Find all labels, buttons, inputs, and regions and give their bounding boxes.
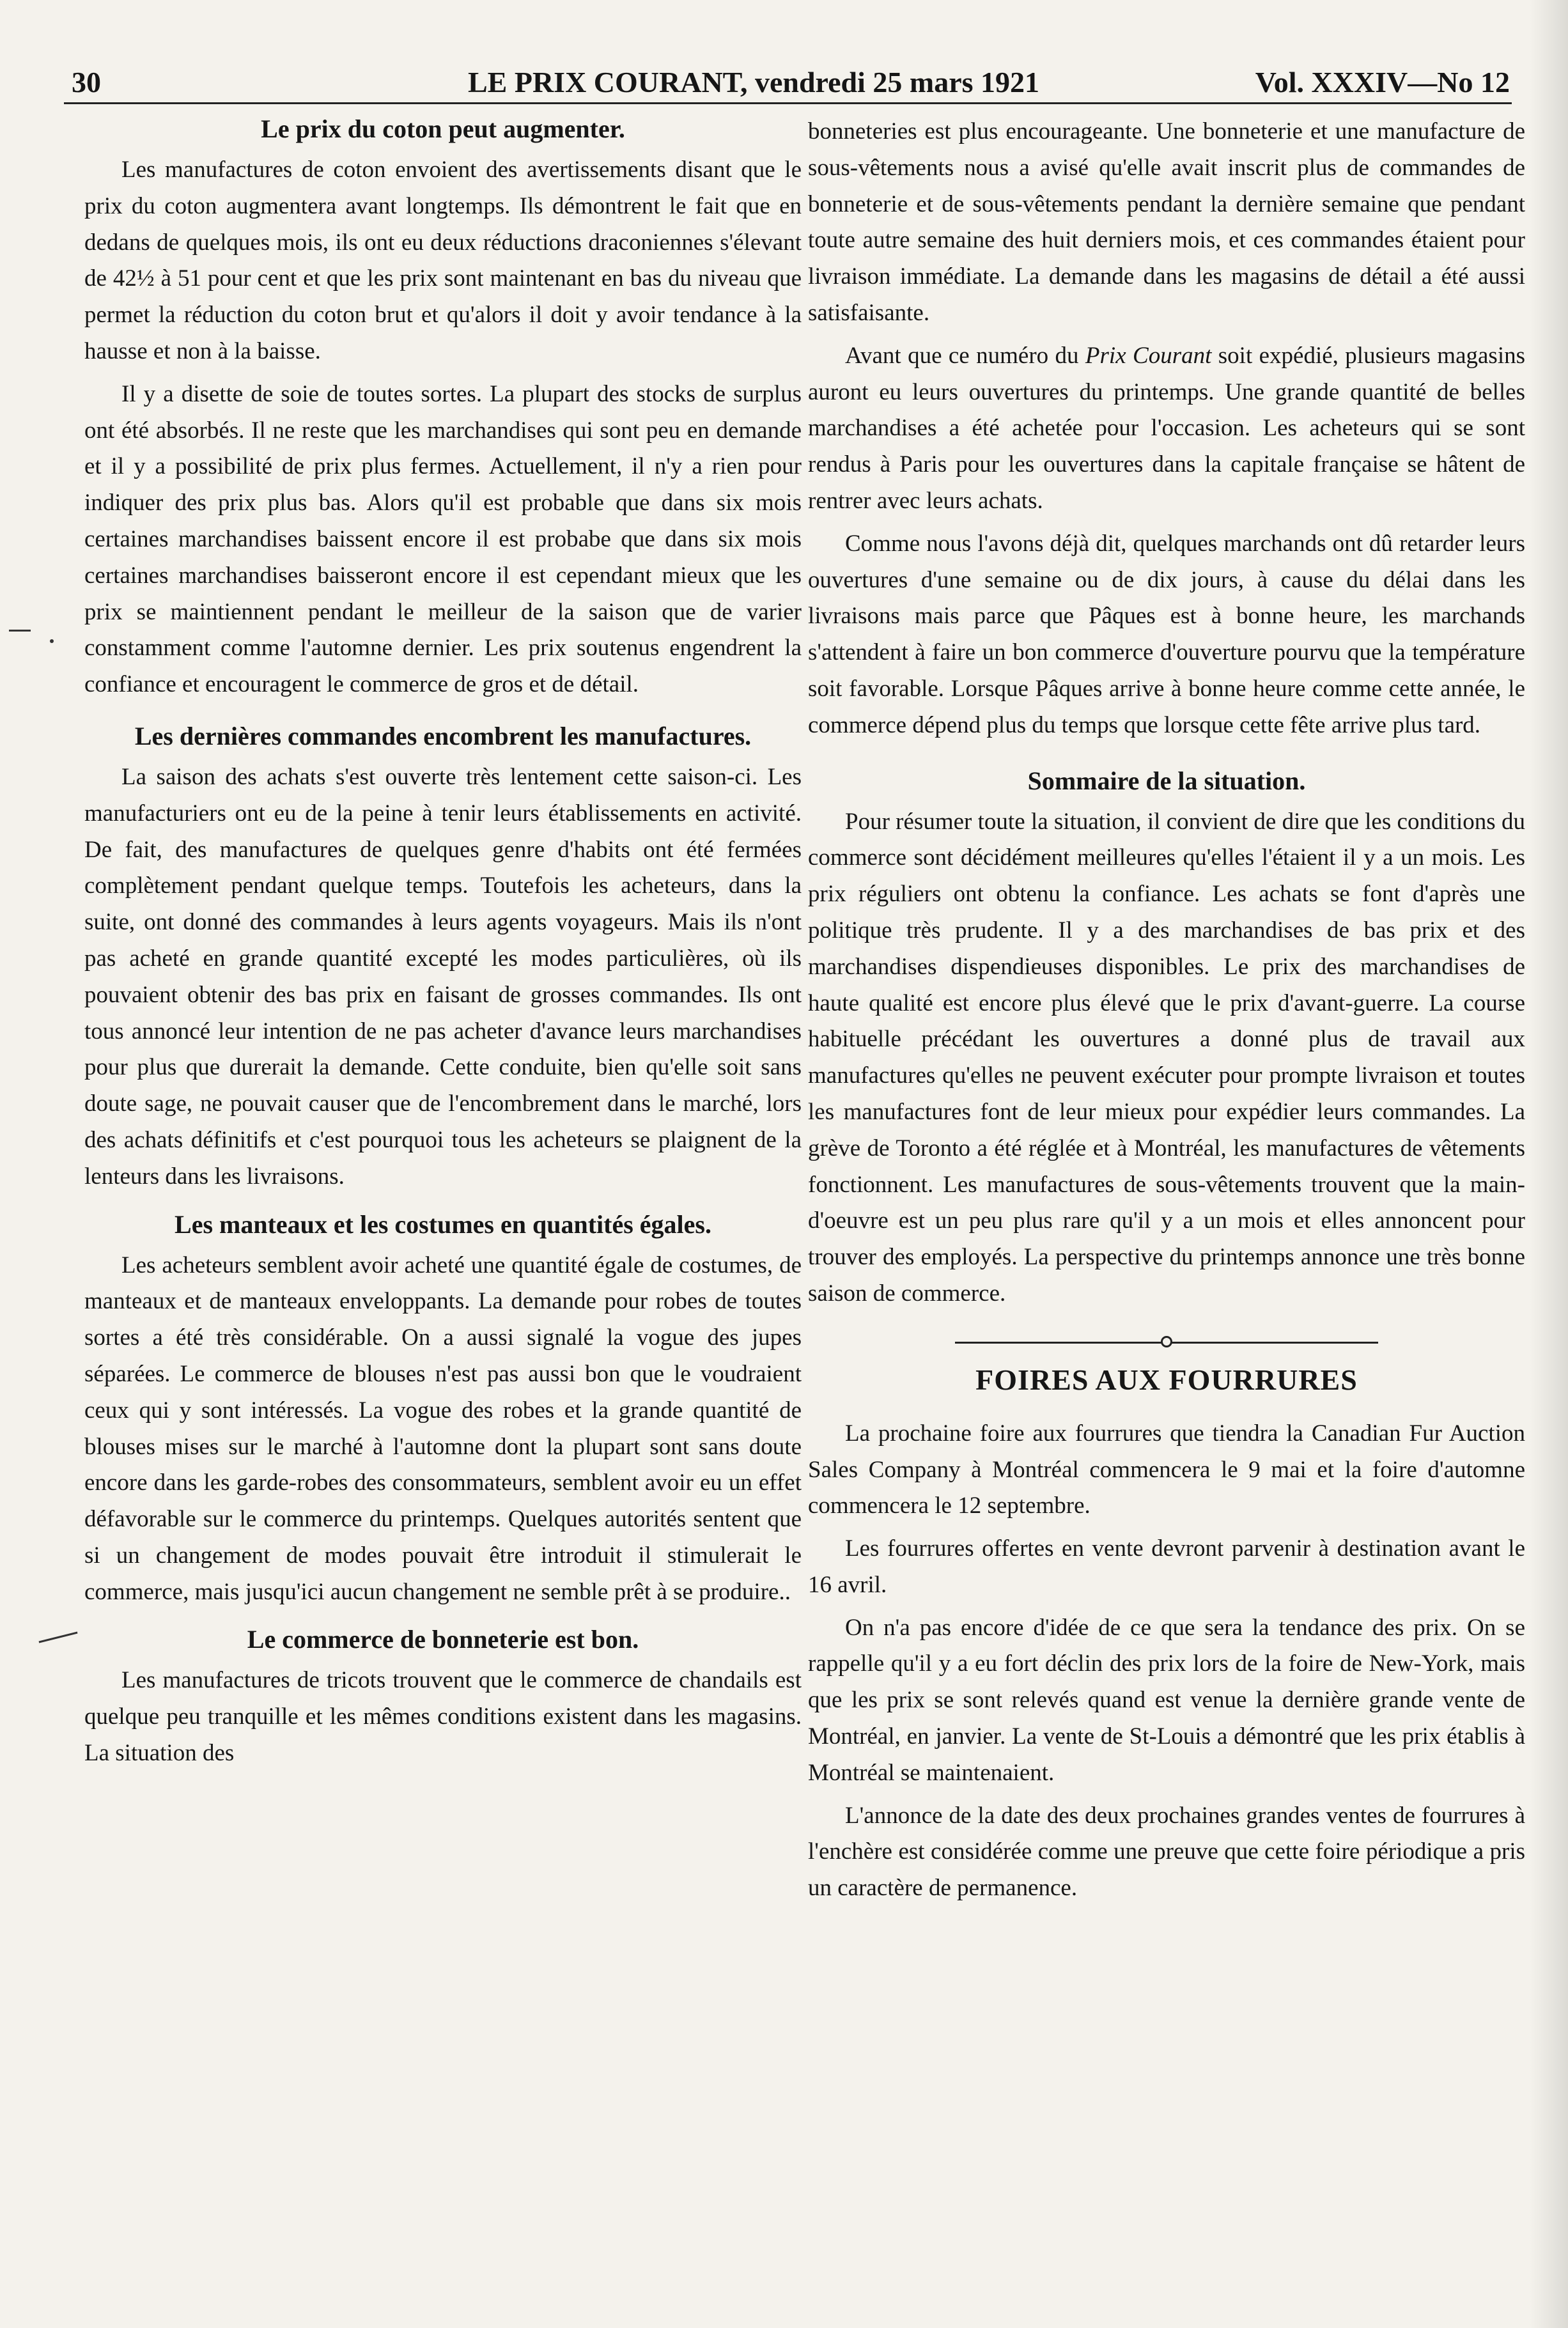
paragraph: Les acheteurs semblent avoir acheté une quantité égale de costumes, de manteaux et de manteaux enveloppants. La demande pour robes de toutes sortes a été très considérable. On a aussi signalé la vogue des jupes séparées. Le commerce de blouses n'est pas aussi bon que le voudraient ceux qui y sont intéressés. La vogue des robes et la grande quantité de blouses mises sur le marché à l'automne dont la plupart sont sans doute encore dans les garde-robes des consommateurs, semblent avoir eu un effet défavorable sur le commerce du printemps. Quelques autorités sentent que si un changement de modes pouvait être introduit il stimulerait le commerce, mais jusqu'ici aucun changement ne semble prêt à se produire.. xyxy=(84,1252,802,1605)
paragraph: La prochaine foire aux fourrures que tiendra la Canadian Fur Auction Sales Company à Montréal commencera le 9 mai et la foire d'automne commencera le 12 septembre. xyxy=(808,1420,1525,1519)
paragraph: Les manufactures de coton envoient des avertissements disant que le prix du coton augmentera avant longtemps. Ils démontrent le fait que en dedans de quelques mois, ils ont eu deux réductions draconiennes s'élevant de 42½ à 51 pour cent et que les prix sont maintenant en bas du niveau que permet la réduction du coton brut et qu'alors il doit y avoir tendance à la hausse et non à la baisse. xyxy=(84,157,802,364)
page-number: 30 xyxy=(72,66,101,98)
paragraph: Pour résumer toute la situation, il convient de dire que les conditions du commerce sont décidément meilleures qu'elles l'étaient il y a un mois. Les prix réguliers ont obtenu la confiance. Les achats se font d'après une politique très prudente. Il y a des marchandises de bas prix et des marchandises dispendieuses disponibles. Le prix des marchandises de haute qualité est encore plus élevé que le prix d'avant-guerre. La course habituelle précédant les ouvertures a donné plus de travail aux manufactures qu'elles ne peuvent exécuter pour prompte livraison et toutes les manufactures font de leur mieux pour expédier leurs commandes. La grève de Toronto a été réglée et à Montréal, les manufactures de vêtements fonctionnent. Les manufactures de sous-vêtements trouvent que la main-d'oeuvre est un peu plus rare qu'il y a un mois et elles annoncent pour trouver des employés. La perspective du printemps annonce une très bonne saison de commerce. xyxy=(808,808,1525,1307)
section-divider xyxy=(955,1331,1378,1353)
divider-ornament-icon xyxy=(1161,1336,1172,1347)
margin-dash-mark xyxy=(9,630,31,632)
paragraph: On n'a pas encore d'idée de ce que sera la tendance des prix. On se rappelle qu'il y a eu fort déclin des prix lors de la foire de New-York, mais que les prix se sont relevés quand est venue la dernière grande vente de Montréal, en janvier. La vente de St-Louis a démontré que les prix établis à Montréal se maintenaient. xyxy=(808,1614,1525,1786)
paragraph xyxy=(808,338,1525,520)
article-commandes xyxy=(84,721,802,1195)
text-run: Avant que ce numéro du xyxy=(845,342,1085,369)
page-edge-shadow xyxy=(1530,0,1568,2328)
left-column xyxy=(84,114,802,1778)
heading-sommaire: Sommaire de la situation. xyxy=(1027,766,1306,795)
paragraph-continued: bonneteries est plus encourageante. Une bonneterie et une manufacture de sous-vêtements nous a avisé qu'elle avait inscrit plus de commandes de bonneterie et de sous-vêtements pendant la dernière semaine que pendant toute autre semaine des huit derniers mois, et ces commandes étaient pour livraison immédiate. La demande dans les magasins de détail a été aussi satisfaisante. xyxy=(808,118,1525,326)
heading-bonneterie: Le commerce de bonneterie est bon. xyxy=(247,1625,639,1654)
article-manteaux xyxy=(84,1209,802,1611)
heading-coton: Le prix du coton peut augmenter. xyxy=(261,114,625,143)
publication-name: Prix Courant xyxy=(1085,342,1212,369)
heading-commandes: Les dernières commandes encombrent les manufactures. xyxy=(134,721,752,750)
margin-stroke-mark xyxy=(39,1632,78,1643)
paragraph: Les manufactures de tricots trouvent que le commerce de chandails est quelque peu tranquille et les mêmes conditions existent dans les magasins. La situation des xyxy=(84,1667,802,1767)
right-column xyxy=(808,114,1525,1913)
paragraph: L'annonce de la date des deux prochaines grandes ventes de fourrures à l'enchère est considérée comme une preuve que cette foire périodique a pris un caractère de permanence. xyxy=(808,1802,1525,1902)
heading-manteaux: Les manteaux et les costumes en quantités égales. xyxy=(175,1209,711,1239)
paragraph: Comme nous l'avons déjà dit, quelques marchands ont dû retarder leurs ouvertures d'une semaine ou de dix jours, à cause du délai dans les livraisons mais parce que Pâques est à bonne heure, les marchands s'attendent à faire un bon commerce d'ouverture pourvu que la température soit favorable. Lorsque Pâques arrive à bonne heure comme cette année, le commerce dépend plus du temps que lorsque cette fête arrive plus tard. xyxy=(808,530,1525,738)
header-rule xyxy=(64,102,1512,104)
volume-number: Vol. XXXIV—No 12 xyxy=(1255,66,1510,98)
article-coton xyxy=(84,114,802,703)
publication-title: LE PRIX COURANT, vendredi 25 mars 1921 xyxy=(468,66,1040,98)
article-foires xyxy=(808,1362,1525,1907)
margin-dot-mark xyxy=(50,639,54,643)
paragraph: Les fourrures offertes en vente devront parvenir à destination avant le 16 avril. xyxy=(808,1535,1525,1598)
article-sommaire xyxy=(808,766,1525,1312)
article-bonneterie xyxy=(84,1624,802,1771)
heading-foires: FOIRES AUX FOURRURES xyxy=(975,1363,1358,1396)
text-run: soit expédié, plusieurs magasins auront eu leurs ouvertures du printemps. Une grande quantité de belles marchandises a été achetée pour l'occasion. Les acheteurs qui se sont rendus à Paris pour les ouvertures dans la capitale française se hâtent de rentrer avec leurs achats. xyxy=(808,342,1525,514)
paragraph: La saison des achats s'est ouverte très lentement cette saison-ci. Les manufacturiers ont eu de la peine à tenir leurs établissements en activité. De fait, des manufactures de quelques genre d'habits ont été fermées complètement pendant quelque temps. Toutefois les acheteurs, dans la suite, ont donné des commandes à leurs agents voyageurs. Mais ils n'ont pas acheté en grande quantité excepté les modes particulières, où ils pouvaient obtenir des bas prix en faisant de grosses commandes. Ils ont tous annoncé leur intention de ne pas acheter d'avance leurs marchandises pour plus que durerait la demande. Cette conduite, bien qu'elle soit sans doute sage, ne pouvait causer que de l'encombrement dans le marché, lors des achats définitifs et c'est pourquoi tous les acheteurs se plaignent de la lenteurs dans les livraisons. xyxy=(84,763,802,1190)
paragraph: Il y a disette de soie de toutes sortes. La plupart des stocks de surplus ont été absorbés. Il ne reste que les marchandises qui sont peu en demande et il y a possibilité de prix plus fermes. Actuellement, il n'y a rien pour indiquer des prix plus bas. Alors qu'il est probable que dans six mois certaines marchandises baissent encore il est probabe que dans six mois certaines marchandises baisseront encore il est cependant mieux que les prix se maintiennent pendant le meilleur de la saison que de varier constamment comme l'automne dernier. Les prix soutenus engendrent la confiance et encouragent le commerce de gros et de détail. xyxy=(84,380,802,698)
